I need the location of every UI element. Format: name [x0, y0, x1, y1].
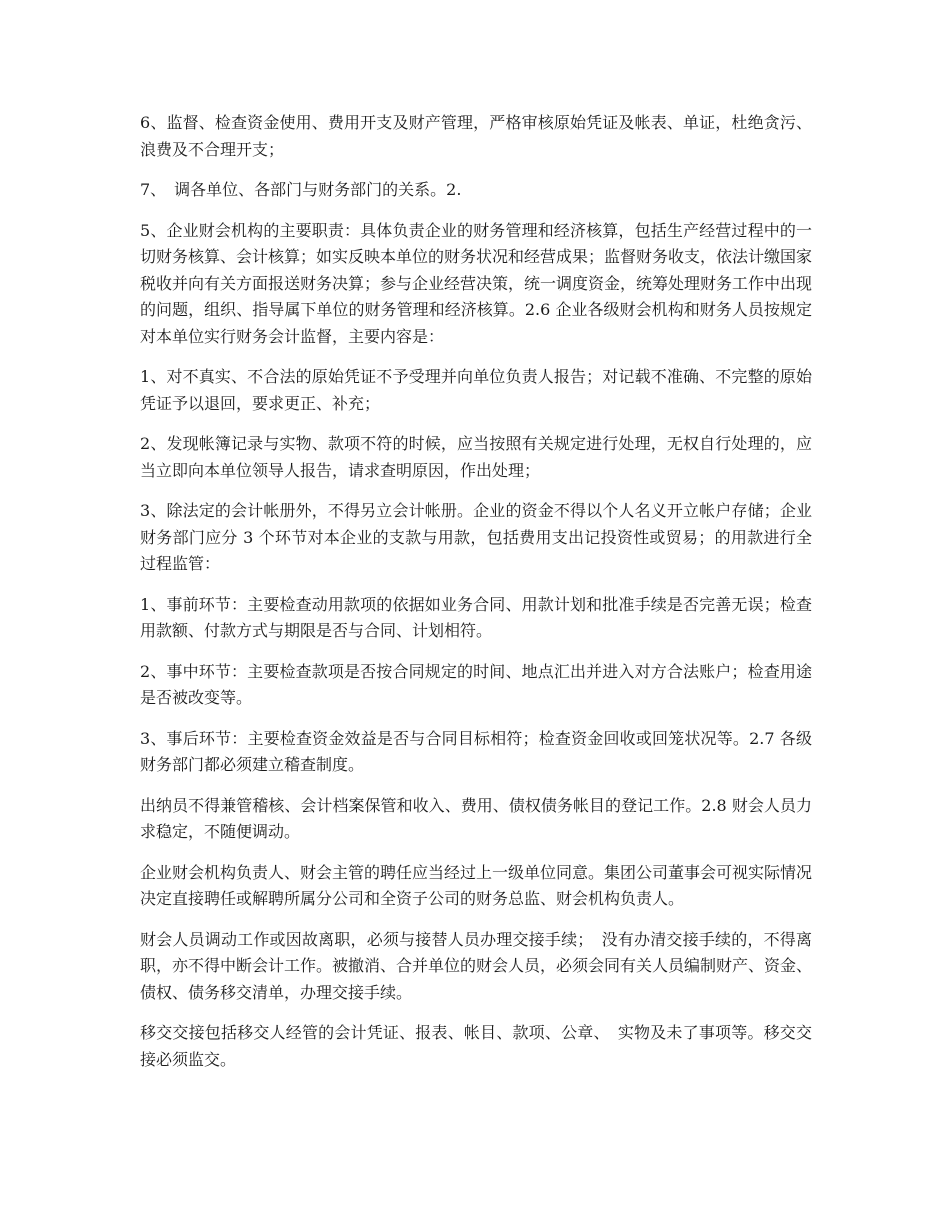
paragraph-supervision-2: 2、发现帐簿记录与实物、款项不符的时候，应当按照有关规定进行处理，无权自行处理的，应当立即向本单位领导人报告，请求查明原因，作出处理； — [140, 434, 812, 480]
paragraph-stage-after: 3、事后环节：主要检查资金效益是否与合同目标相符；检查资金回收或回笼状况等。2.7 各级财务部门都必须建立稽查制度。 — [140, 728, 812, 774]
paragraph-main-responsibilities: 5、企业财会机构的主要职责：具体负责企业的财务管理和经济核算，包括生产经营过程中的一切财务核算、会计核算；如实反映本单位的财务状况和经营成果；监督财务收支，依法计缴国家税收并向有关方面报送财务决算；参与企业经营决策，统一调度资金，统筹处理财务工作中出现的问题，组织、指导属下单位的财务管理和经济核算。2.6 企业各级财会机构和财务人员按规定对本单位实行财务会计监督，主要内容是： — [140, 220, 813, 346]
paragraph-cashier-rules: 出纳员不得兼管稽核、会计档案保管和收入、费用、债权债务帐目的登记工作。2.8 财会人员力求稳定，不随便调动。 — [140, 795, 812, 841]
paragraph-supervision-3: 3、除法定的会计帐册外，不得另立会计帐册。企业的资金不得以个人名义开立帐户存储；企业财务部门应分 3 个环节对本企业的支款与用款，包括费用支出记投资性或贸易；的用款进行全过程监管： — [140, 501, 812, 573]
paragraph-supervision-1: 1、对不真实、不合法的原始凭证不予受理并向单位负责人报告；对记载不准确、不完整的原始凭证予以退回，要求更正、补充； — [140, 367, 812, 413]
paragraph-stage-before: 1、事前环节：主要检查动用款项的依据如业务合同、用款计划和批准手续是否完善无误；检查用款额、付款方式与期限是否与合同、计划相符。 — [140, 594, 812, 640]
paragraph-duty-7: 7、 调各单位、各部门与财务部门的关系。2. — [140, 180, 462, 199]
paragraph-handover-contents: 移交交接包括移交人经管的会计凭证、报表、帐目、款项、公章、 实物及未了事项等。移交交接必须监交。 — [140, 1023, 812, 1069]
paragraph-stage-during: 2、事中环节：主要检查款项是否按合同规定的时间、地点汇出并进入对方合法账户；检查用途是否被改变等。 — [140, 661, 812, 707]
paragraph-duty-6: 6、监督、检查资金使用、费用开支及财产管理，严格审核原始凭证及帐表、单证，杜绝贪污、浪费及不合理开支； — [140, 113, 812, 159]
document-body — [140, 110, 812, 1087]
paragraph-handover: 财会人员调动工作或因故离职，必须与接替人员办理交接手续； 没有办清交接手续的，不得离职，亦不得中断会计工作。被撤消、合并单位的财会人员，必须会同有关人员编制财产、资金、债权、债务移交清单，办理交接手续。 — [140, 929, 813, 1002]
paragraph-appointment: 企业财会机构负责人、财会主管的聘任应当经过上一级单位同意。集团公司董事会可视实际情况决定直接聘任或解聘所属分公司和全资子公司的财务总监、财会机构负责人。 — [140, 862, 813, 908]
